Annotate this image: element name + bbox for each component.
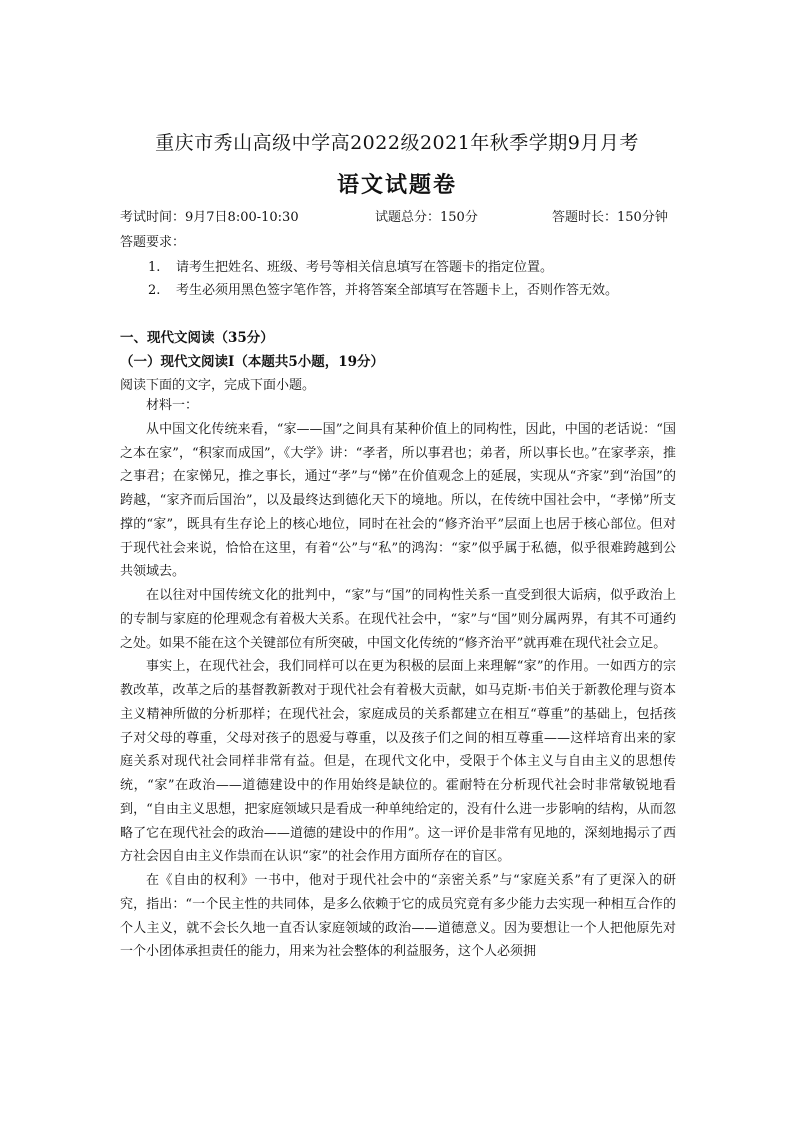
exam-subtitle: 语文试题卷 <box>336 172 457 198</box>
passage-paragraph: 事实上，在现代社会，我们同样可以在更为积极的层面上来理解“家”的作用。一如西方的宗教改革，改革之后的基督教新教对于现代社会有着极大贡献，如马克斯·韦伯关于新教伦理与资本主义精神所做的分析那样；在现代社会，家庭成员的关系都建立在相互“尊重”的基础上，包括孩子对父母的尊重，父母对孩子的恩爱与尊重，以及孩子们之间的相互尊重——这样培育出来的家庭关系对现代社会同样非常有益。但是，在现代文化中，受限于个体主义与自由主义的思想传统，“家”在政治——道德建设中的作用始终是缺位的。霍耐特在分析现代社会时非常敏锐地看到，“自由主义思想，把家庭领域只是看成一种单纯给定的，没有什么进一步影响的结构，从而忽略了它在现代社会的政治——道德的建设中的作用”。这一评价是非常有见地的，深刻地揭示了西方社会因自由主义作祟而在认识“家”的社会作用方面所存在的盲区。 <box>120 659 676 865</box>
exam-time: 考试时间：9月7日8:00-10:30 <box>120 210 299 225</box>
section-subheading: （一）现代文阅读Ⅰ（本题共5小题，19分） <box>120 354 384 370</box>
requirement-item <box>148 256 553 275</box>
exam-info-row <box>120 206 680 226</box>
passage-paragraph: 在《自由的权利》一书中，他对于现代社会中的“亲密关系”与“家庭关系”有了更深入的研究，指出：“一个民主性的共同体，是多么依赖于它的成员究竟有多少能力去实现一种相互合作的个人主义，就不会长久地一直否认家庭领域的政治——道德意义。因为要想让一个人把他原先对一个小团体承担责任的能力，用来为社会整体的利益服务，这个人必须拥 <box>120 873 676 960</box>
exam-total-score: 试题总分：150分 <box>375 210 478 225</box>
requirements-title: 答题要求： <box>120 235 186 250</box>
requirement-text: 请考生把姓名、班级、考号等相关信息填写在答题卡的指定位置。 <box>176 260 554 275</box>
exam-duration: 答题时长：150分钟 <box>552 210 668 225</box>
requirement-number: 1. <box>148 260 161 275</box>
exam-title: 重庆市秀山高级中学高2022级2021年秋季学期9月月考 <box>155 132 639 154</box>
requirement-text: 考生必须用黑色签字笔作答，并将答案全部填写在答题卡上，否则作答无效。 <box>176 283 619 298</box>
requirement-number: 2. <box>148 283 161 298</box>
requirement-item <box>148 279 618 298</box>
section-heading: 一、现代文阅读（35分） <box>120 330 274 346</box>
passage-paragraph: 在以往对中国传统文化的批判中，“家”与“国”的同构性关系一直受到很大诟病，似乎政治上的专制与家庭的伦理观念有着极大关系。在现代社会中，“家”与“国”则分属两界，有其不可通约之处。如果不能在这个关键部位有所突破，中国文化传统的“修齐治平”就再难在现代社会立足。 <box>120 588 676 651</box>
reading-passage <box>120 394 676 964</box>
passage-paragraph: 从中国文化传统来看，“家——国”之间具有某种价值上的同构性，因此，中国的老话说：“国之本在家”，“积家而成国”，《大学》讲：“孝者，所以事君也；弟者，所以事长也。”在家孝亲，推之事君；在家悌兄，推之事长，通过“孝”与“悌”在价值观念上的延展，实现从“齐家”到“治国”的跨越，“家齐而后国治”，以及最终达到德化天下的境地。所以，在传统中国社会中，“孝悌”所支撑的“家”，既具有生存论上的核心地位，同时在社会的“修齐治平”层面上也居于核心部位。但对于现代社会来说，恰恰在这里，有着“公”与“私”的鸿沟：“家”似乎属于私德，似乎很难跨越到公共领域去。 <box>120 421 676 580</box>
material-label: 材料一： <box>146 398 199 413</box>
reading-instruction: 阅读下面的文字，完成下面小题。 <box>120 378 316 393</box>
